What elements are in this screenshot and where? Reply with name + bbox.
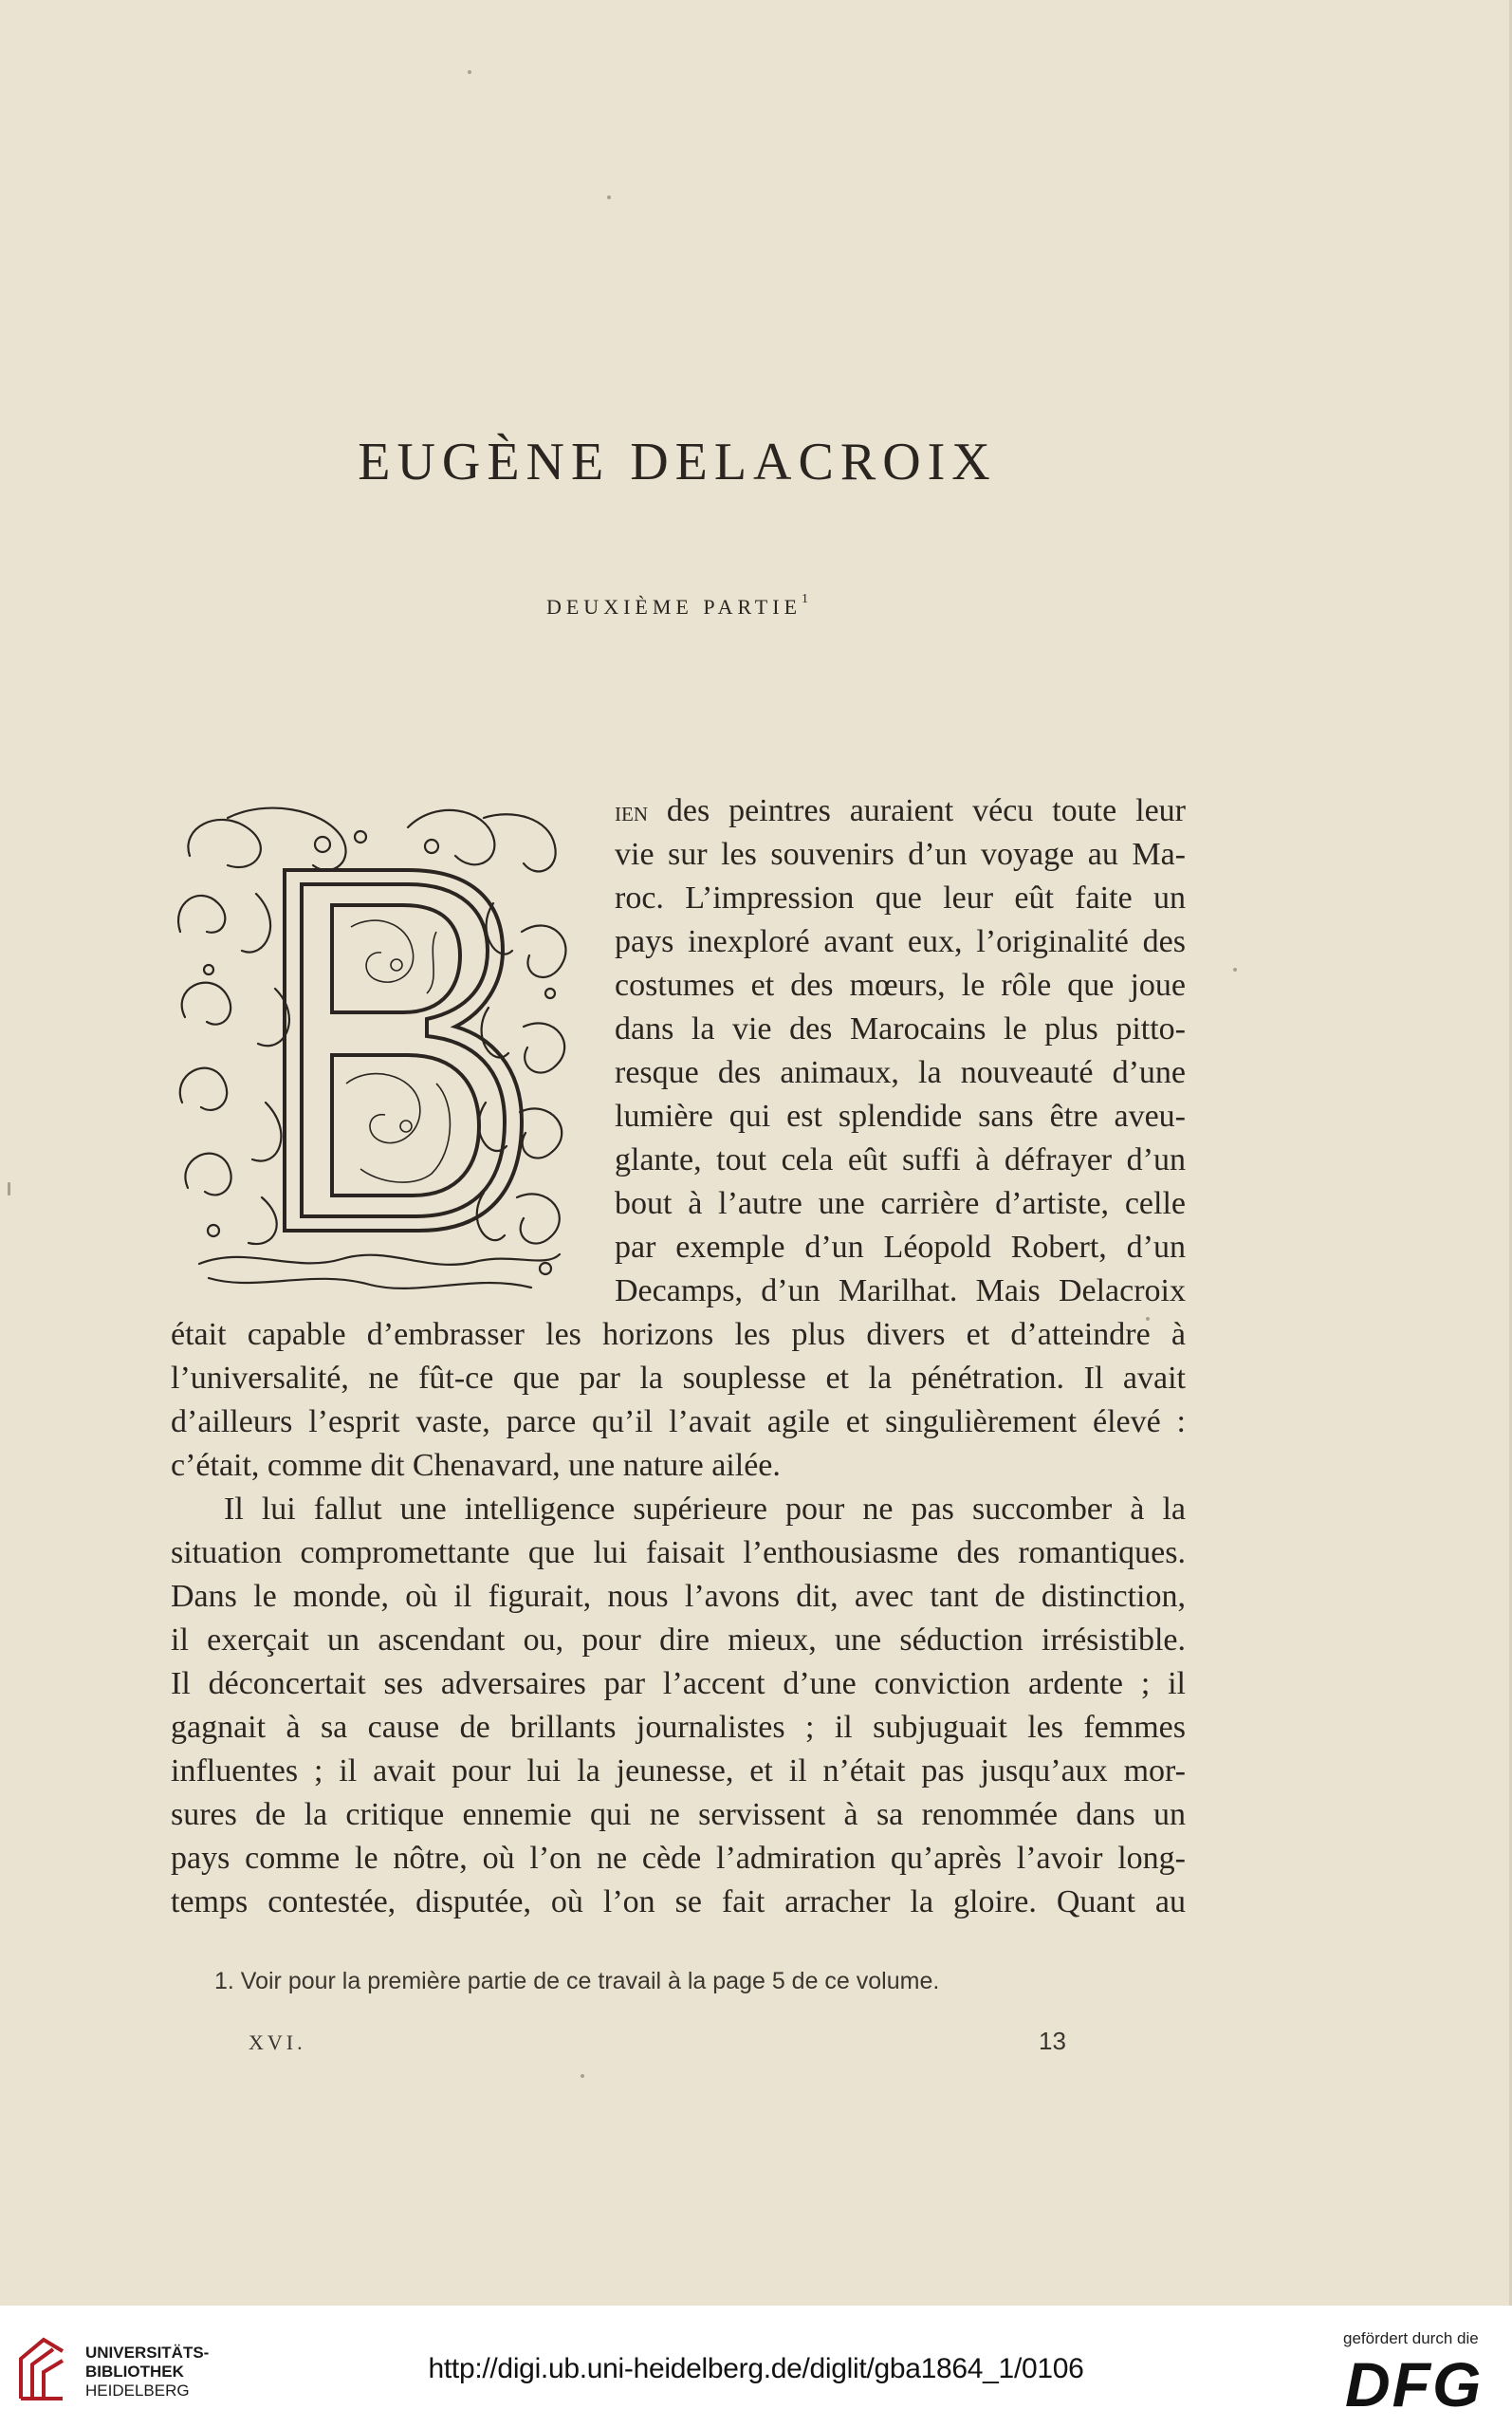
text-line: bout à l’autre une carrière d’artiste, celle bbox=[615, 1186, 1186, 1221]
library-line-2: BIBLIOTHEK bbox=[85, 2363, 184, 2381]
page-number: 13 bbox=[1039, 2027, 1066, 2055]
text-line: influentes ; il avait pour lui la jeunesse, et il n’était pas jusqu’aux mor- bbox=[171, 1753, 1186, 1789]
text-line: vie sur les souvenirs d’un voyage au Ma- bbox=[615, 837, 1186, 872]
paper-speck bbox=[607, 195, 611, 199]
text-line: Decamps, d’un Marilhat. Mais Delacroix bbox=[615, 1273, 1186, 1308]
text-line: l’universalité, ne fût-ce que par la souplesse et la pénétration. Il avait bbox=[171, 1361, 1186, 1396]
text-line: resque des animaux, la nouveauté d’une bbox=[615, 1055, 1186, 1090]
text-line-paragraph-start: Il lui fallut une intelligence supérieure pour ne pas succomber à la bbox=[224, 1492, 1186, 1527]
text-line: sures de la critique ennemie qui ne servissent à sa renommée dans un bbox=[171, 1797, 1186, 1832]
text-line: c’était, comme dit Chenavard, une nature ailée. bbox=[171, 1448, 781, 1483]
text-line: Dans le monde, où il figurait, nous l’avons dit, avec tant de distinction, bbox=[171, 1579, 1186, 1614]
text-line: situation compromettante que lui faisait l’enthousiasme des romantiques. bbox=[171, 1535, 1186, 1570]
paper-speck bbox=[468, 70, 471, 74]
text-line: par exemple d’un Léopold Robert, d’un bbox=[615, 1230, 1186, 1265]
text-line: roc. L’impression que leur eût faite un bbox=[615, 880, 1186, 916]
text-line: lumière qui est splendide sans être aveu- bbox=[615, 1099, 1186, 1134]
article-title: EUGÈNE DELACROIX bbox=[358, 433, 997, 491]
ornamental-initial-b bbox=[171, 799, 588, 1302]
paper-speck bbox=[1233, 968, 1237, 972]
text-line: pays comme le nôtre, où l’on ne cède l’admiration qu’après l’avoir long- bbox=[171, 1841, 1186, 1876]
dfg-logo: DFG bbox=[1345, 2349, 1484, 2419]
subtitle-text: DEUXIÈME PARTIE bbox=[545, 595, 802, 619]
paper-speck bbox=[581, 2074, 584, 2078]
footnote: 1. Voir pour la première partie de ce travail à la page 5 de ce volume. bbox=[214, 1968, 940, 1994]
funded-by-label: gefördert durch die bbox=[1343, 2329, 1479, 2347]
text-line bbox=[615, 789, 1186, 833]
paper-speck bbox=[8, 1182, 10, 1195]
text-line: il exerçait un ascendant ou, pour dire mieux, une séduction irrésistible. bbox=[171, 1622, 1186, 1658]
text-line: glante, tout cela eût suffi à défrayer d’un bbox=[615, 1142, 1186, 1177]
text-line: pays inexploré avant eux, l’originalité des bbox=[615, 924, 1186, 959]
subtitle-note-mark: 1 bbox=[802, 591, 809, 606]
text-line: temps contestée, disputée, où l’on se fait arracher la gloire. Quant au bbox=[171, 1884, 1186, 1919]
text-line: costumes et des mœurs, le rôle que joue bbox=[615, 968, 1186, 1003]
text-line: dans la vie des Marocains le plus pitto- bbox=[615, 1011, 1186, 1047]
first-word-smallcaps: ien bbox=[615, 796, 648, 827]
signature-mark: XVI. bbox=[249, 2030, 306, 2054]
text-line: était capable d’embrasser les horizons les plus divers et d’atteindre à bbox=[171, 1317, 1186, 1352]
permalink-url[interactable]: http://digi.ub.uni-heidelberg.de/diglit/gba1864_1/0106 bbox=[428, 2353, 1084, 2384]
article-subtitle bbox=[0, 591, 1355, 620]
library-line-1: UNIVERSITÄTS- bbox=[85, 2344, 210, 2362]
text-line: Il déconcertait ses adversaires par l’accent d’une conviction ardente ; il bbox=[171, 1666, 1186, 1701]
library-line-3: HEIDELBERG bbox=[85, 2382, 190, 2400]
text-line: d’ailleurs l’esprit vaste, parce qu’il l’avait agile et singulièrement élevé : bbox=[171, 1404, 1186, 1439]
first-line-rest: des peintres auraient vécu toute leur bbox=[648, 793, 1186, 828]
text-line: gagnait à sa cause de brillants journalistes ; il subjuguait les femmes bbox=[171, 1710, 1186, 1745]
